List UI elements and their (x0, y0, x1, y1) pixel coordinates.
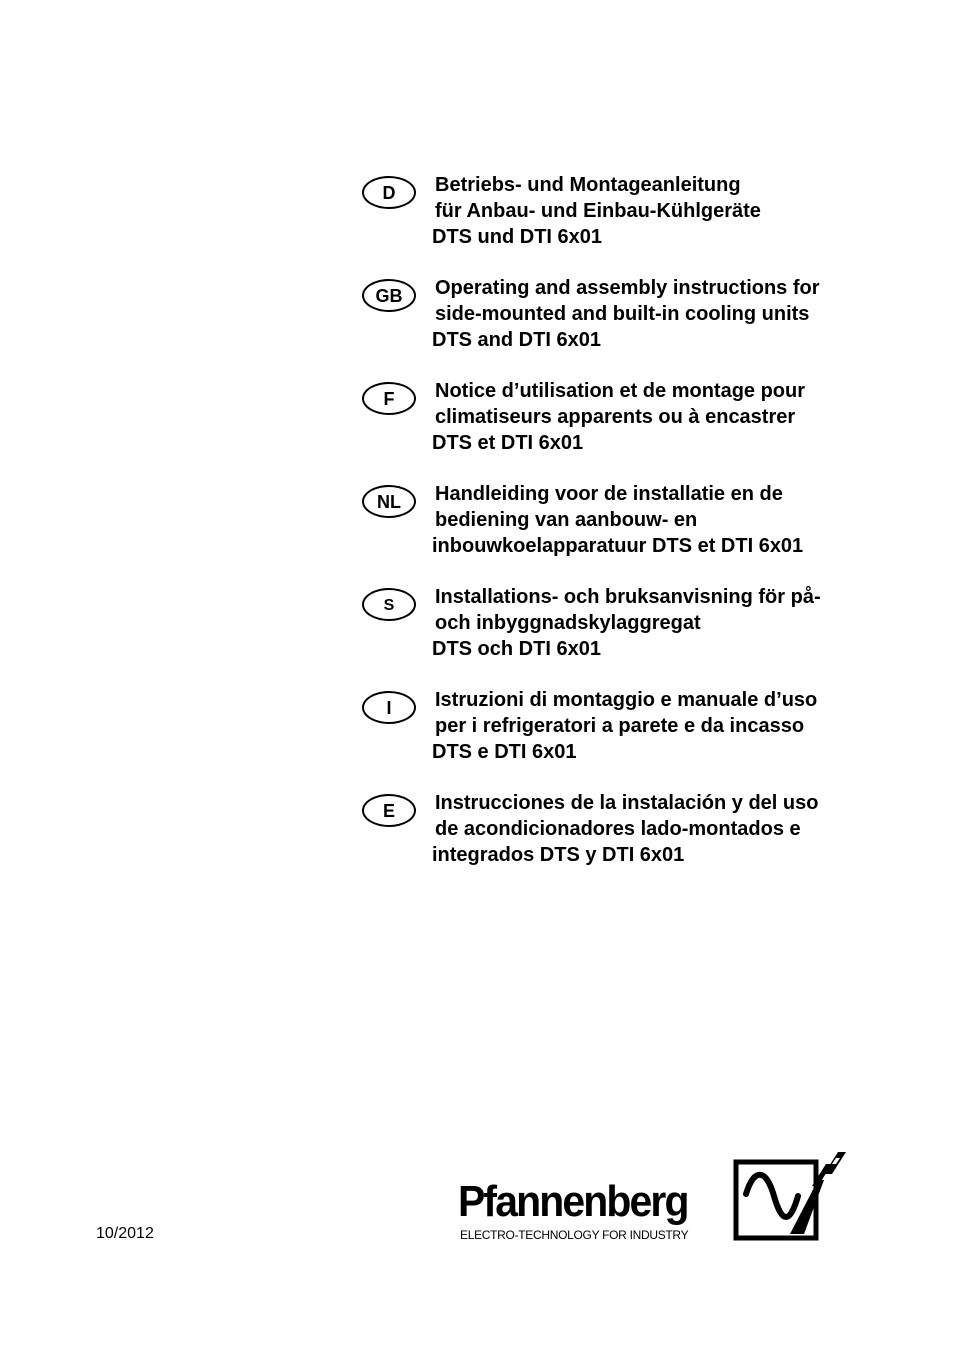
title-line-2: och inbyggnadskylaggregat (435, 612, 701, 634)
language-badge-es: E (362, 794, 416, 827)
title-line-1: Instrucciones de la instalación y del uso (435, 792, 819, 814)
title-line-1: Betriebs- und Montageanleitung (435, 174, 741, 196)
title-line-1: Installations- och bruksanvisning för på- (435, 586, 821, 608)
language-block-se (362, 584, 922, 676)
publication-date: 10/2012 (96, 1225, 154, 1242)
title-line-3: DTS e DTI 6x01 (432, 741, 577, 763)
title-line-1: Istruzioni di montaggio e manuale d’uso (435, 689, 818, 711)
title-line-2: climatiseurs apparents ou à encastrer (435, 406, 796, 428)
pfannenberg-wave-logo-icon (732, 1150, 850, 1244)
language-block-fr (362, 378, 922, 470)
title-line-3: DTS och DTI 6x01 (432, 638, 601, 660)
language-block-gb (362, 275, 922, 367)
title-line-1: Operating and assembly instructions for (435, 277, 820, 299)
language-block-de (362, 172, 922, 264)
title-line-2: de acondicionadores lado-montados e (435, 818, 801, 840)
language-badge-it: I (362, 691, 416, 724)
logo-wordmark: Pfannenberg (458, 1177, 688, 1226)
language-block-es (362, 790, 922, 882)
language-badge-de: D (362, 176, 416, 209)
title-line-2: per i refrigeratori a parete e da incasso (435, 715, 805, 737)
title-line-1: Handleiding voor de installatie en de (435, 483, 783, 505)
language-badge-gb: GB (362, 279, 416, 312)
language-badge-nl: NL (362, 485, 416, 518)
title-line-2: side-mounted and built-in cooling units (435, 303, 810, 325)
language-badge-fr: F (362, 382, 416, 415)
logo-tagline: ELECTRO-TECHNOLOGY FOR INDUSTRY (460, 1228, 689, 1242)
title-line-3: DTS and DTI 6x01 (432, 329, 601, 351)
language-block-nl (362, 481, 922, 573)
title-line-1: Notice d’utilisation et de montage pour (435, 380, 806, 402)
language-badge-se: S (362, 588, 416, 621)
title-line-3: DTS et DTI 6x01 (432, 432, 584, 454)
pfannenberg-logo (458, 1150, 850, 1246)
title-line-3: DTS und DTI 6x01 (432, 226, 603, 248)
title-line-2: für Anbau- und Einbau-Kühlgeräte (435, 200, 761, 222)
title-line-3: inbouwkoelapparatuur DTS et DTI 6x01 (432, 535, 804, 557)
language-block-it (362, 687, 922, 779)
title-line-2: bediening van aanbouw- en (435, 509, 698, 531)
title-line-3: integrados DTS y DTI 6x01 (432, 844, 685, 866)
